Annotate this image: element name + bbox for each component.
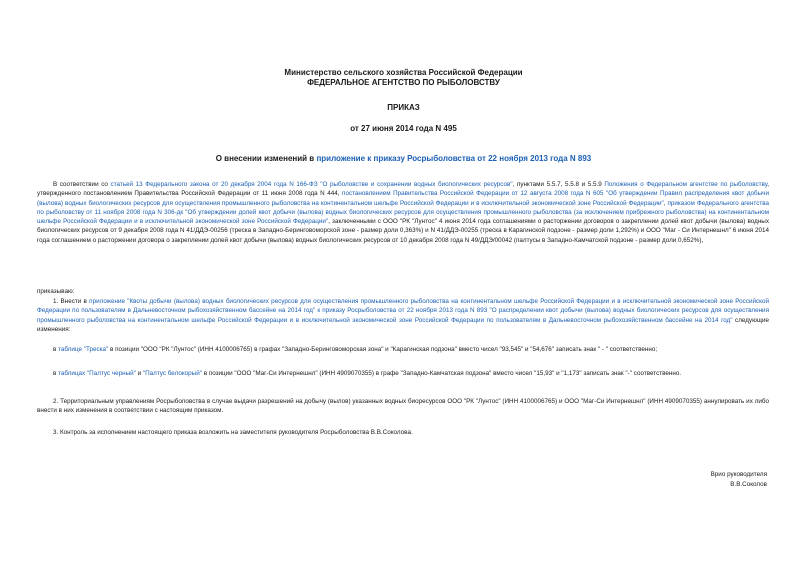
law-article-link[interactable]: статьей 13 Федерального закона от 20 декабря 2004 года N 166-ФЗ "О рыболовстве и сохранении водных биологических ресурсов"	[110, 181, 513, 188]
appendix-link[interactable]: приложение "Квоты добычи (вылова) водных биологических ресурсов для осуществления промышленного рыболовства на континентальном шельфе Российской Федерации и в исключительной экономической зоне Российской Федерации по пользователям в Дальневосточном рыбохозяйственном бассейне на 2014 год" к приказу Росрыболовства от 22 ноября 2013 года N 893 "О распределении квот добычи (вылова) водных биологических ресурсов для осуществления промышленного рыболовства на континентальном шельфе Российской Федерации и в исключительной экономической зоне Российской Федерации по пользователям в Дальневосточном рыбохозяйственном бассейне на 2014 год"	[37, 298, 769, 324]
subitem-cod-paragraph: в таблице "Треска" в позиции "ООО "РК "Лунтос" (ИНН 4100006765) в графах "Западно-Беринговоморская зона" и "Карагинская подзона" вместо чисел "93,545" и "54,676" записать знак " - " соответственно;	[53, 346, 658, 353]
agency-order-link[interactable]: приказом Федерального агентства по рыболовству от 11 ноября 2008 года N 306-дк "Об утверждении долей квот добычи (вылова) водных биологических ресурсов для осуществления промышленного рыболовства (за исключением прибрежного рыболовства) на континентальном шельфе Российской Федерации и в исключительной экономической зоне Российской Федерации"	[37, 199, 769, 226]
item-1-paragraph: 1. Внести в приложение "Квоты добычи (вылова) водных биологических ресурсов для осуществления промышленного рыболовства на континентальном шельфе Российской Федерации и в исключительной экономической зоне Российской Федерации по пользователям в Дальневосточном рыбохозяйственном бассейне на 2014 год" к приказу Росрыболовства от 22 ноября 2013 года N 893 "О распределении квот добычи (вылова) водных биологических ресурсов для осуществления промышленного рыболовства на континентальном шельфе Российской Федерации и в исключительной экономической зоне Российской Федерации по пользователям в Дальневосточном рыбохозяйственном бассейне на 2014 год" следующие изменения:	[37, 298, 769, 333]
agency-name: ФЕДЕРАЛЬНОЕ АГЕНТСТВО ПО РЫБОЛОВСТВУ	[307, 78, 500, 87]
document-date-number: от 27 июня 2014 года N 495	[350, 124, 457, 133]
agency-regulation-link[interactable]: Положения о Федеральном агентстве по рыболовству	[604, 181, 768, 188]
order-word: приказываю:	[37, 288, 75, 295]
signature-position: Врио руководителя	[710, 471, 767, 478]
cod-table-link[interactable]: таблице "Треска"	[58, 346, 109, 353]
document-type: ПРИКАЗ	[387, 103, 420, 112]
government-decree-link[interactable]: постановлением Правительства Российской Федерации от 12 августа 2008 года N 605 "Об утверждении Правил распределения квот добычи (вылова) водных биологических ресурсов для осуществления промышленного рыболовства на континентальном шельфе Российской Федерации и в исключительной экономической зоне Российской Федерации"	[37, 190, 769, 207]
item-3-paragraph: 3. Контроль за исполнением настоящего приказа возложить на заместителя руководителя Росрыболовства В.В.Соколова.	[53, 429, 413, 436]
black-halibut-table-link[interactable]: таблицах "Палтус черный"	[58, 370, 136, 377]
white-halibut-table-link[interactable]: "Палтус белокорый"	[142, 370, 202, 377]
signature-name: В.В.Соколов	[730, 481, 767, 488]
ministry-name: Министерство сельского хозяйства Российской Федерации	[284, 68, 523, 77]
item-2-paragraph: 2. Территориальным управлениям Росрыболовства в случае выдачи разрешений на добычу (вылов) указанных водных биоресурсов ООО "РК "Лунтос" (ИНН 4100006765) и ООО "Маг-Си Интернешнл" (ИНН 4909070355) аннулировать их либо внести в них изменения в соответствии с настоящим приказом.	[37, 398, 769, 415]
title-link[interactable]: приложение к приказу Росрыболовства от 22 ноября 2013 года N 893	[316, 154, 592, 163]
preamble-paragraph: В соответствии со статьей 13 Федерального закона от 20 декабря 2004 года N 166-ФЗ "О рыболовстве и сохранении водных биологических ресурсов", пунктами 5.5.7, 5.5.8 и 5.5.9 Положения о Федеральном агентстве по рыболовству, утвержденного постановлением Правительства Российской Федерации от 11 июня 2008 года N 444, постановлением Правительства Российской Федерации от 12 августа 2008 года N 605 "Об утверждении Правил распределения квот добычи (вылова) водных биологических ресурсов для осуществления промышленного рыболовства на континентальном шельфе Российской Федерации и в исключительной экономической зоне Российской Федерации", приказом Федерального агентства по рыболовству от 11 ноября 2008 года N 306-дк "Об утверждении долей квот добычи (вылова) водных биологических ресурсов для осуществления промышленного рыболовства (за исключением прибрежного рыболовства) на континентальном шельфе Российской Федерации и в исключительной экономической зоне Российской Федерации", заключенными с ООО "РК "Лунтос" 4 июня 2014 года соглашениями о расторжении договоров о закреплении долей квот добычи (вылова) водных биологических ресурсов от 9 декабря 2008 года N 41/ДДЭ-00256 (треска в Западно-Беринговоморской зоне - размер доли 0,363%) и N 41/ДДЭ-00255 (треска в Карагинской подзоне - размер доли 1,292%) и ООО "Маг - Си Интернешнл" 6 июня 2014 года соглашением о расторжении договора о закреплении долей квот добычи (вылова) водных биологических ресурсов от 10 декабря 2008 года N 49/ДДЭ/00042 (палтусы в Западно-Камчатской подзоне - размер доли 0,652%),	[37, 181, 769, 244]
document-title	[0, 154, 807, 164]
title-prefix: О внесении изменений в	[215, 154, 317, 163]
subitem-halibut-paragraph: в таблицах "Палтус черный" и "Палтус белокорый" в позиции "ООО "Маг-Си Интернешнл" (ИНН 4909070355) в графе "Западно-Камчатская подзона" вместо чисел "15,93" и "1,173" записать знак "-" соответственно.	[53, 370, 682, 377]
